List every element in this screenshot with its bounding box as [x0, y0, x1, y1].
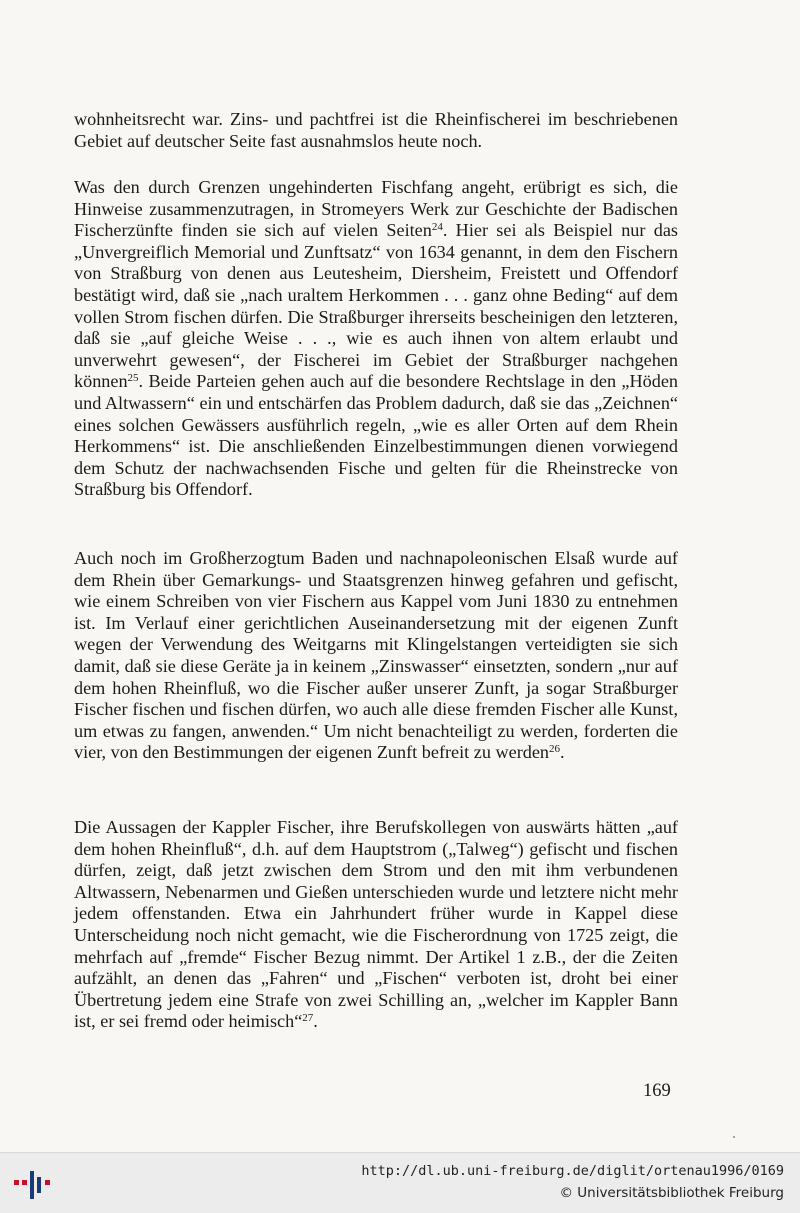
library-footer: [0, 1152, 800, 1213]
paragraph-2-text-b: . Hier sei als Beispiel nur das „Unvergreiflich Memorial und Zunftsatz“ von 1634 genannt, in dem den Fischern von Straßburg von denen aus Leutesheim, Diersheim, Freistett und Offendorf bestätigt wird, daß sie „nach uraltem Herkommen . . . ganz ohne Beding“ auf dem vollen Strom fischen dürfen. Die Straßburger ihrerseits bescheinigen den letzteren, daß sie „auf gleiche Weise . . ., wie es auch ihnen von altem erlaubt und unverwehrt gewesen“, der Fischerei im Gebiet der Straßburger nachgehen können: [74, 220, 678, 392]
copyright-text: © Universitätsbibliothek Freiburg: [559, 1185, 784, 1201]
footnote-ref-27: 27: [302, 1012, 314, 1025]
paragraph-3: [74, 548, 678, 764]
paragraph-1: [74, 109, 678, 152]
paragraph-3-text-a: Auch noch im Großherzogtum Baden und nachnapoleonischen Elsaß wurde auf dem Rhein über Gemarkungs- und Staatsgrenzen hinweg gefahren und gefischt, wie einem Schreiben von vier Fischern aus Kappel vom Juni 1830 zu entnehmen ist. Im Verlauf einer gerichtlichen Auseinandersetzung mit der eigenen Zunft wegen der Verwendung des Weitgarns mit Klingelstangen verteidigten sie sich damit, daß sie diese Geräte ja in keinem „Zinswasser“ einsetzten, sondern „nur auf dem hohen Rheinfluß, wo die Fischer außer unserer Zunft, ja sogar Straßburger Fischer fischen und fischen dürfen, wo auch alle diese fremden Fischer alle Kunst, um etwas zu fangen, anwenden.“ Um nicht benachteiligt zu werden, forderten die vier, von den Bestimmungen der eigenen Zunft befreit zu werden: [74, 548, 678, 763]
paragraph-3-text-b: .: [560, 742, 565, 763]
scan-speck: [733, 1136, 735, 1138]
page-number: 169: [643, 1081, 671, 1101]
library-logo-icon: [12, 1165, 52, 1201]
footnote-ref-25: 25: [127, 372, 139, 385]
paragraph-4-text-a: Die Aussagen der Kappler Fischer, ihre Berufskollegen von auswärts hätten „auf dem hohen Rheinfluß“, d.h. auf dem Hauptstrom („Talweg“) gefischt und fischen dürfen, zeigt, daß jetzt zwischen dem Strom und den mit ihm verbundenen Altwassern, Nebenarmen und Gießen unterschieden wurde und letztere nicht mehr jedem offenstanden. Etwa ein Jahrhundert früher wurde in Kappel diese Unterscheidung noch nicht gemacht, wie die Fischerordnung von 1725 zeigt, die mehrfach auf „fremde“ Fischer Bezug nimmt. Der Artikel 1 z.B., der die Zeiten aufzählt, an denen das „Fahren“ und „Fischen“ verboten ist, droht bei einer Übertretung jedem eine Strafe von zwei Schilling an, „welcher im Kappler Bann ist, er sei fremd oder heimisch“: [74, 817, 678, 1032]
paragraph-4-text-b: .: [313, 1011, 318, 1032]
source-url-link[interactable]: http://dl.ub.uni-freiburg.de/diglit/ortenau1996/0169: [361, 1163, 784, 1179]
paragraph-2: [74, 177, 678, 501]
footnote-ref-24: 24: [431, 221, 443, 234]
paragraph-2-text-c: . Beide Parteien gehen auch auf die besondere Rechtslage in den „Höden und Altwassern“ ein und entschärfen das Problem dadurch, daß sie das „Zeichnen“ eines solchen Gewässers ausführlich regeln, „wie es aller Orten auf dem Rhein Herkommens“ ist. Die anschließenden Einzelbestimmungen dienen vorwiegend dem Schutz der nachwachsenden Fische und gelten für die Rheinstrecke von Straßburg bis Offendorf.: [74, 371, 678, 500]
paragraph-4: [74, 817, 678, 1033]
footnote-ref-26: 26: [549, 743, 561, 756]
paragraph-1-text: wohnheitsrecht war. Zins- und pachtfrei ist die Rheinfischerei im beschriebenen Gebiet auf deutscher Seite fast ausnahmslos heute noch.: [74, 109, 678, 151]
paragraph-2-text-a: Was den durch Grenzen ungehinderten Fischfang angeht, erübrigt es sich, die Hinweise zusammenzutragen, in Stromeyers Werk zur Geschichte der Badischen Fischerzünfte finden sie sich auf vielen Seiten: [74, 177, 678, 241]
